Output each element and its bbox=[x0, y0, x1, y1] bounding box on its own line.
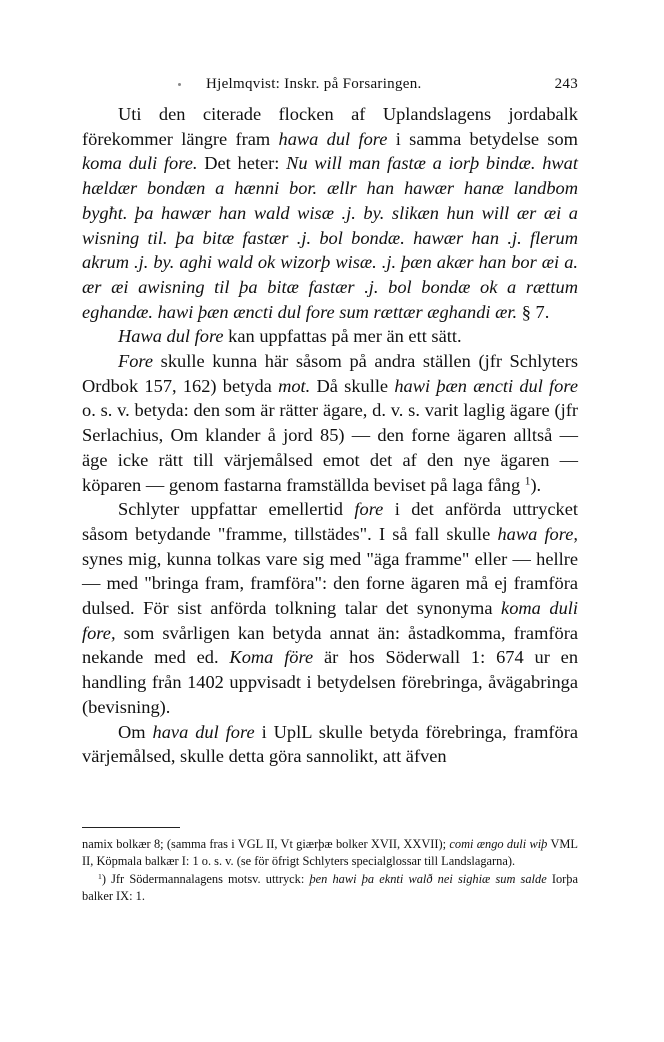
italic-phrase: fore bbox=[354, 499, 384, 520]
paragraph-1 bbox=[82, 102, 578, 324]
paragraph-3 bbox=[82, 349, 578, 497]
footnote-1 bbox=[82, 871, 578, 906]
footnotes bbox=[82, 836, 578, 906]
footnote-continuation bbox=[82, 836, 578, 871]
paragraph-5 bbox=[82, 720, 578, 769]
italic-phrase: hava dul fore bbox=[152, 721, 255, 742]
text-run: synes mig, kunna tolkas vare sig med "äga framme" eller — hellre — med "bringa fram, framföra": den forne ägaren må ej framföra dulsed. För sist anförda tolkning talar det synonyma bbox=[82, 548, 578, 619]
text-run: ) Jfr Södermannalagens motsv. uttryck: bbox=[101, 871, 310, 886]
footnote-marker: 1 bbox=[524, 475, 531, 488]
italic-phrase: koma duli fore. bbox=[82, 153, 198, 174]
text-run: kan uppfattas på mer än ett sätt. bbox=[223, 326, 462, 347]
page-number: 243 bbox=[554, 76, 578, 92]
paragraph-4 bbox=[82, 497, 578, 719]
italic-phrase: hawa fore, bbox=[497, 523, 578, 544]
page-header bbox=[82, 76, 578, 98]
text-run: som svårligen kan betyda annat än: åstadkomma, framföra nekande med ed. bbox=[82, 622, 578, 668]
italic-phrase: comi ængo duli wiþ bbox=[449, 837, 548, 851]
running-title: Hjelmqvist: Inskr. på Forsaringen. bbox=[206, 76, 422, 92]
footnote-number: 1 bbox=[98, 871, 102, 881]
law-quotation: Nu will man fastæ a iorþ bindæ. hwat hældær bondæn a hænni bor. ællr han hawær hanæ landbom bygħt. þa hawær han wald wisæ .j. by. slikæn hun will ær æi a wisning til. þa bitæ fastær .j. bol bondæ. hawær han .j. flerum akrum .j. by. aghi wald ok wizorþ wisæ. .j. þæn akær han bor æi a. ær æi awisning til þa bitæ fastær .j. bol bondæ ok a rættum eghandæ. hawi þæn æncti dul fore sum rættær æghandi ær. bbox=[82, 153, 578, 322]
italic-phrase: Hawa dul fore bbox=[118, 326, 224, 347]
text-run: Då skulle bbox=[310, 375, 395, 396]
print-speck bbox=[178, 83, 181, 86]
italic-phrase: Koma före bbox=[229, 647, 314, 668]
footnote-rule bbox=[82, 827, 180, 828]
main-text bbox=[82, 102, 578, 769]
text-run: namix bolkær 8; (samma fras i VGL II, Vt giærþæ bolker XVII, XXVII); bbox=[82, 837, 450, 851]
italic-phrase: koma duli fore, bbox=[82, 598, 578, 643]
text-run: Uti den citerade flocken af Uplandslagens jordabalk förekommer längre fram bbox=[82, 104, 578, 149]
text-run: § 7. bbox=[517, 301, 550, 322]
text-run: ). bbox=[530, 474, 542, 495]
italic-phrase: þen hawi þa eknti walð nei sighiæ sum salde bbox=[309, 871, 547, 886]
italic-phrase: hawi þæn æncti dul fore bbox=[394, 375, 578, 396]
text-run: Om bbox=[118, 721, 153, 742]
italic-phrase: mot. bbox=[278, 375, 311, 396]
text-run: VML II, Köpmala balkær I: 1 o. s. v. (se för öfrigt Schlyters specialglossar till Landslagarna). bbox=[82, 837, 578, 869]
text-run: skulle kunna här såsom på andra ställen (jfr Schlyters Ordbok 157, 162) betyda bbox=[82, 351, 578, 396]
text-run: i det anförda uttrycket såsom betydande "framme, tillstädes". I så fall skulle bbox=[82, 499, 578, 544]
text-run: Schlyter uppfattar emellertid bbox=[118, 499, 355, 520]
paragraph-2 bbox=[82, 324, 578, 349]
text-run: är hos Söderwall 1: 674 ur en handling från 1402 uppvisadt i betydelsen förebringa, åvägabringa (bevisning). bbox=[82, 647, 579, 717]
text-run: i samma betydelse som bbox=[387, 128, 578, 149]
text-run: o. s. v. betyda: den som är rätter ägare, d. v. s. varit laglig ägare (jfr Serlachius, Om klander å jord 85) — den forne ägaren alltså — äge icke rätt till värjemålsed emot det af den nye ägaren — köparen — genom fastarna framställda beviset på laga fång bbox=[82, 400, 578, 495]
italic-phrase: hawa dul fore bbox=[278, 128, 388, 149]
text-run: Iorþa balker IX: 1. bbox=[82, 871, 578, 904]
italic-phrase: Fore bbox=[118, 351, 154, 372]
text-run: i UplL skulle betyda förebringa, framföra värjemålsed, skulle detta göra sannolikt, att äfven bbox=[82, 721, 578, 767]
text-run: Det heter: bbox=[197, 153, 287, 174]
